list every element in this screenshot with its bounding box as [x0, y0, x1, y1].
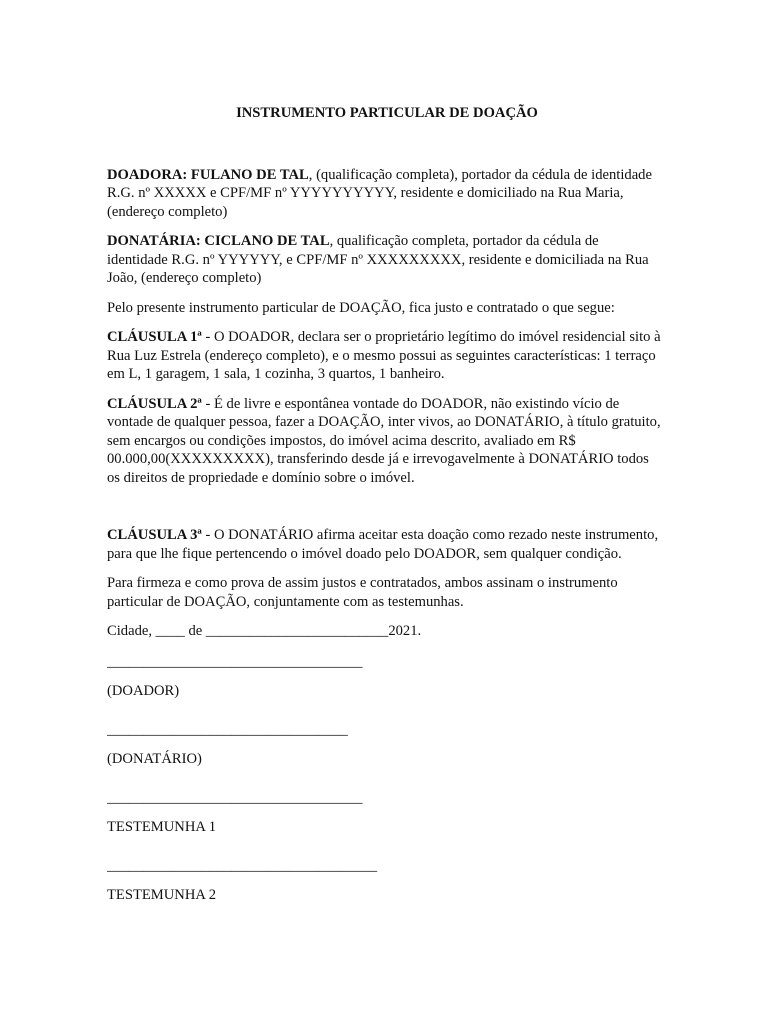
signature-doador — [107, 653, 663, 701]
signature-label: (DONATÁRIO) — [107, 751, 202, 767]
signature-testemunha-2 — [107, 857, 663, 905]
signature-line: _____________________________________ — [107, 857, 377, 874]
clausula1-text: - O DOADOR, declara ser o proprietário legítimo do imóvel residencial sito à Rua Luz Estrela (endereço completo), e o mesmo possui as seguintes características: 1 terraço em L, 1 garagem, 1 sala, 1 cozinha, 3 quartos, 1 banheiro. — [107, 329, 661, 382]
doadora-paragraph — [107, 166, 663, 222]
clausula3-paragraph — [107, 526, 663, 563]
signature-label: (DOADOR) — [107, 683, 180, 699]
clausula1-paragraph — [107, 328, 663, 384]
clausula2-paragraph — [107, 395, 663, 488]
signature-testemunha-1 — [107, 789, 663, 837]
donataria-text: , qualificação completa, portador da cédula de identidade R.G. nº YYYYYY, e CPF/MF nº XXXXXXXXX, residente e domiciliada na Rua João, (endereço completo) — [107, 233, 649, 286]
signature-label: TESTEMUNHA 2 — [107, 887, 217, 903]
signature-donatario — [107, 721, 663, 769]
intro-paragraph: Pelo presente instrumento particular de DOAÇÃO, fica justo e contratado o que segue: — [107, 299, 615, 316]
clausula3-label: CLÁUSULA 3ª — [107, 527, 202, 543]
clausula2-label: CLÁUSULA 2ª — [107, 395, 202, 412]
clausula1-label: CLÁUSULA 1ª — [107, 329, 202, 345]
doadora-label: DOADORA: FULANO DE TAL — [107, 166, 309, 183]
clausula3-text: - O DONATÁRIO afirma aceitar esta doação como rezado neste instrumento, para que lhe fique pertencendo o imóvel doado pelo DOADOR, sem qualquer condição. — [107, 527, 659, 562]
doadora-text: , (qualificação completa), portador da cédula de identidade R.G. nº XXXXX e CPF/MF nº YYYYYYYYYY, residente e domiciliado na Rua Maria, (endereço completo) — [107, 166, 652, 220]
clausula2-text: - É de livre e espontânea vontade do DOADOR, não existindo vício de vontade de qualquer pessoa, fazer a DOAÇÃO, inter vivos, ao DONATÁRIO, à título gratuito, sem encargos ou condições impostos, do imóvel acima descrito, avaliado em R$ 00.000,00(XXXXXXXXX), transferindo desde já e irrevogavelmente à DONATÁRIO todos os direitos de propriedade e domínio sobre o imóvel. — [107, 395, 661, 486]
signature-line: _________________________________ — [107, 721, 348, 738]
document-title: INSTRUMENTO PARTICULAR DE DOAÇÃO — [236, 105, 538, 121]
signature-line: ___________________________________ — [107, 653, 363, 670]
signature-label: TESTEMUNHA 1 — [107, 819, 217, 835]
signature-line: ___________________________________ — [107, 789, 363, 806]
donataria-paragraph — [107, 232, 663, 288]
document-page — [107, 104, 663, 925]
city-date-line: Cidade, ____ de _________________________2021. — [107, 623, 422, 639]
closing-paragraph: Para firmeza e como prova de assim justos e contratados, ambos assinam o instrumento particular de DOAÇÃO, conjuntamente com as testemunhas. — [107, 575, 618, 610]
donataria-label: DONATÁRIA: CICLANO DE TAL — [107, 233, 330, 249]
